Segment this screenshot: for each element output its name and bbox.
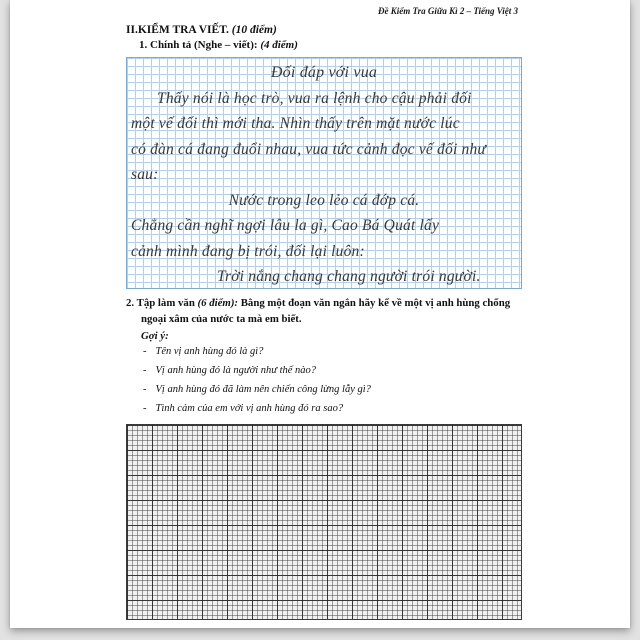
item-2-points: (6 điểm): xyxy=(197,297,239,309)
hint-text: Vị anh hùng đó đã làm nên chiến công lừng lẫy gì? xyxy=(155,384,371,395)
hint-text: Tên vị anh hùng đó là gì? xyxy=(155,346,264,357)
item-2-text: Bằng một đoạn văn ngắn hãy kể về một vị anh hùng chống ngoại xâm của nước ta mà em biết. xyxy=(141,297,511,325)
hints-label: Gợi ý: xyxy=(141,330,169,342)
hint-dash: - xyxy=(143,403,147,414)
hint-text: Vị anh hùng đó là người như thế nào? xyxy=(155,365,317,376)
hint-item xyxy=(143,361,524,380)
hint-text: Tình cảm của em với vị anh hùng đó ra sao? xyxy=(155,403,344,414)
hint-item xyxy=(143,399,524,418)
item-1-number: 1. xyxy=(139,39,148,51)
dictation-line: Nước trong leo lẻo cá đớp cá. xyxy=(228,191,420,209)
item-1-points: (4 điểm) xyxy=(260,39,298,51)
item-1-heading xyxy=(139,39,524,51)
item-2-label: Tập làm văn xyxy=(136,297,195,309)
dictation-line: Trời nắng chang chang người trói người. xyxy=(217,268,481,285)
dictation-title: Đối đáp với vua xyxy=(270,64,378,81)
hint-item xyxy=(143,380,524,399)
dictation-line: có đàn cá đang đuổi nhau, vua tức cảnh đọc vế đối như xyxy=(131,140,487,158)
item-2-heading xyxy=(126,295,524,327)
section-points: (10 điểm) xyxy=(231,24,277,36)
hint-dash: - xyxy=(143,384,147,395)
dictation-line: cảnh mình đang bị trói, đối lại luôn: xyxy=(131,242,365,260)
item-1-label: Chính tả (Nghe – viết): xyxy=(150,39,258,51)
dictation-line: một vế đối thì mới tha. Nhìn thấy trên mặt nước lúc xyxy=(131,115,460,132)
blank-writing-grid xyxy=(126,424,522,620)
item-2-number: 2. xyxy=(126,297,135,309)
dictation-grid-box xyxy=(126,57,522,289)
page-content xyxy=(126,24,524,620)
section-heading xyxy=(126,24,524,36)
hint-dash: - xyxy=(143,365,147,376)
hint-dash: - xyxy=(143,346,147,357)
section-heading-text: II.KIỂM TRA VIẾT. xyxy=(126,24,229,36)
dictation-line: Thấy nói là học trò, vua ra lệnh cho cậu phải đối xyxy=(157,89,472,107)
document-page xyxy=(10,0,630,628)
page-header-title: Đề Kiểm Tra Giữa Kì 2 – Tiếng Việt 3 xyxy=(378,6,518,16)
dictation-line: Chẳng cần nghĩ ngợi lâu la gì, Cao Bá Quát lấy xyxy=(131,217,440,234)
hint-item xyxy=(143,342,524,361)
dictation-line: sau: xyxy=(131,166,159,183)
